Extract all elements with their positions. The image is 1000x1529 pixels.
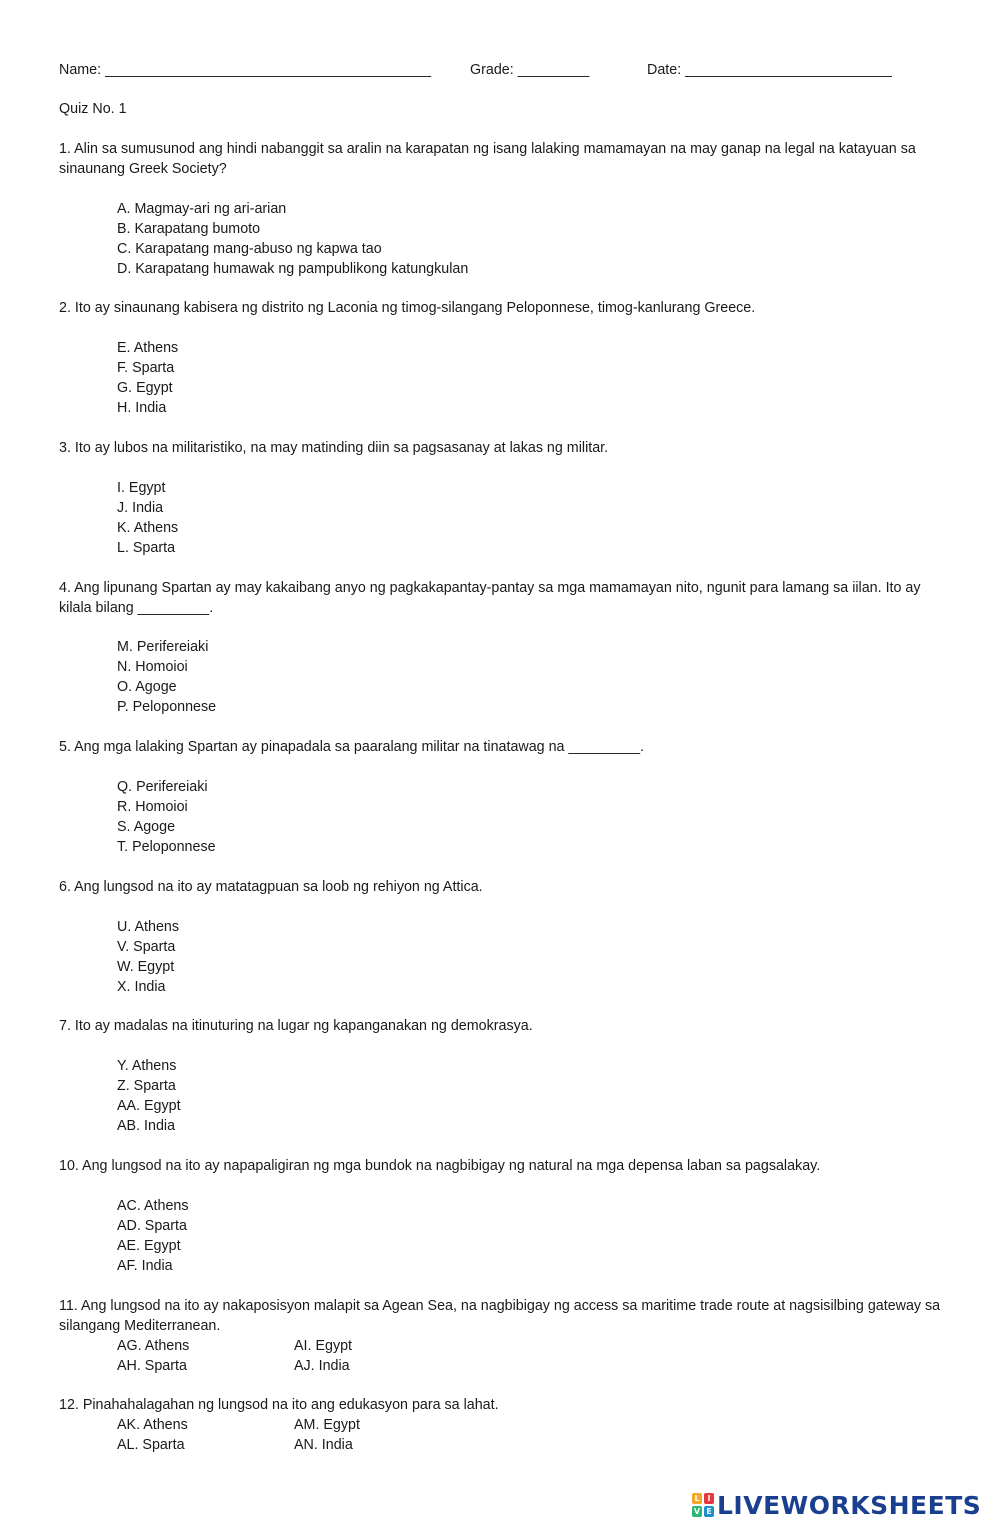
option-item[interactable]: W. Egypt xyxy=(117,959,175,975)
option-item[interactable]: N. Homoioi xyxy=(117,659,188,675)
options-3 xyxy=(117,478,178,558)
options-10 xyxy=(117,1196,189,1276)
option-item[interactable]: V. Sparta xyxy=(117,939,176,955)
option-item[interactable]: AG. Athens xyxy=(117,1338,190,1354)
option-item[interactable]: P. Peloponnese xyxy=(117,699,217,715)
option-item[interactable]: AE. Egypt xyxy=(117,1238,181,1254)
logo-text: LIVEWORKSHEETS xyxy=(717,1490,982,1520)
option-item[interactable]: AD. Sparta xyxy=(117,1218,187,1234)
option-item[interactable]: F. Sparta xyxy=(117,360,175,376)
grade-field[interactable]: Grade: _________ xyxy=(470,62,590,78)
option-item[interactable]: B. Karapatang bumoto xyxy=(117,221,261,237)
options-1 xyxy=(117,199,468,279)
options-4 xyxy=(117,637,216,717)
option-item[interactable]: AL. Sparta xyxy=(117,1437,185,1453)
question-1: 1. Alin sa sumusunod ang hindi nabanggit sa aralin na karapatan ng isang lalaking mamamayan na may ganap na legal na katayuan sa sinaunang Greek Society? xyxy=(59,141,916,177)
option-item[interactable]: M. Perifereiaki xyxy=(117,639,209,655)
liveworksheets-icon xyxy=(692,1493,714,1517)
option-item[interactable]: I. Egypt xyxy=(117,480,166,496)
options-12 xyxy=(117,1415,494,1455)
option-item[interactable]: AJ. India xyxy=(294,1358,350,1374)
question-2: 2. Ito ay sinaunang kabisera ng distrito ng Laconia ng timog-silangang Peloponnese, timog-kanlurang Greece. xyxy=(59,300,756,316)
question-7: 7. Ito ay madalas na itinuturing na lugar ng kapanganakan ng demokrasya. xyxy=(59,1018,533,1034)
option-item[interactable]: AK. Athens xyxy=(117,1417,188,1433)
logo-tile-l: L xyxy=(692,1493,702,1504)
option-item[interactable]: U. Athens xyxy=(117,919,179,935)
option-item[interactable]: S. Agoge xyxy=(117,819,176,835)
option-item[interactable]: J. India xyxy=(117,500,164,516)
option-item[interactable]: AB. India xyxy=(117,1118,176,1134)
header-row xyxy=(0,60,1000,80)
question-10: 10. Ang lungsod na ito ay napapaligiran ng mga bundok na nagbibigay ng natural na mga depensa laban sa pagsalakay. xyxy=(59,1158,821,1174)
option-item[interactable]: X. India xyxy=(117,979,166,995)
option-item[interactable]: AF. India xyxy=(117,1258,173,1274)
option-item[interactable]: K. Athens xyxy=(117,520,179,536)
logo-tile-e: E xyxy=(704,1506,714,1517)
option-item[interactable]: H. India xyxy=(117,400,167,416)
date-field[interactable]: Date: __________________________ xyxy=(647,62,892,78)
option-item[interactable]: AI. Egypt xyxy=(294,1338,353,1354)
options-11 xyxy=(117,1336,494,1376)
option-item[interactable]: R. Homoioi xyxy=(117,799,188,815)
option-item[interactable]: L. Sparta xyxy=(117,540,176,556)
question-4: 4. Ang lipunang Spartan ay may kakaibang anyo ng pagkakapantay-pantay sa mga mamamayan nito, ngunit para lamang sa iilan. Ito ay kilala bilang _________. xyxy=(59,580,921,616)
option-item[interactable]: AC. Athens xyxy=(117,1198,189,1214)
logo-tile-i: I xyxy=(704,1493,714,1504)
options-6 xyxy=(117,917,179,997)
option-item[interactable]: AA. Egypt xyxy=(117,1098,181,1114)
option-item[interactable]: D. Karapatang humawak ng pampublikong katungkulan xyxy=(117,261,469,277)
option-item[interactable]: C. Karapatang mang-abuso ng kapwa tao xyxy=(117,241,382,257)
option-item[interactable]: A. Magmay-ari ng ari-arian xyxy=(117,201,287,217)
options-7 xyxy=(117,1056,181,1136)
question-5: 5. Ang mga lalaking Spartan ay pinapadala sa paaralang militar na tinatawag na _________. xyxy=(59,739,644,755)
option-item[interactable]: Y. Athens xyxy=(117,1058,177,1074)
option-item[interactable]: E. Athens xyxy=(117,340,179,356)
liveworksheets-logo xyxy=(692,1490,981,1520)
option-item[interactable]: Q. Perifereiaki xyxy=(117,779,208,795)
option-item[interactable]: T. Peloponnese xyxy=(117,839,216,855)
question-11: 11. Ang lungsod na ito ay nakaposisyon malapit sa Agean Sea, na nagbibigay ng access sa maritime trade route at nagsisilbing gateway sa silangang Mediterranean. xyxy=(59,1298,941,1334)
question-3: 3. Ito ay lubos na militaristiko, na may matinding diin sa pagsasanay at lakas ng militar. xyxy=(59,440,609,456)
options-2 xyxy=(117,338,178,418)
question-12: 12. Pinahahalagahan ng lungsod na ito ang edukasyon para sa lahat. xyxy=(59,1397,499,1413)
question-6: 6. Ang lungsod na ito ay matatagpuan sa loob ng rehiyon ng Attica. xyxy=(59,879,483,895)
options-5 xyxy=(117,777,216,857)
logo-tile-v: V xyxy=(693,1507,701,1516)
quiz-title: Quiz No. 1 xyxy=(59,101,127,117)
option-item[interactable]: AN. India xyxy=(294,1437,353,1453)
name-field[interactable]: Name: _________________________________________ xyxy=(59,62,432,78)
option-item[interactable]: Z. Sparta xyxy=(117,1078,176,1094)
option-item[interactable]: G. Egypt xyxy=(117,380,173,396)
option-item[interactable]: AM. Egypt xyxy=(294,1417,360,1433)
option-item[interactable]: O. Agoge xyxy=(117,679,177,695)
option-item[interactable]: AH. Sparta xyxy=(117,1358,187,1374)
